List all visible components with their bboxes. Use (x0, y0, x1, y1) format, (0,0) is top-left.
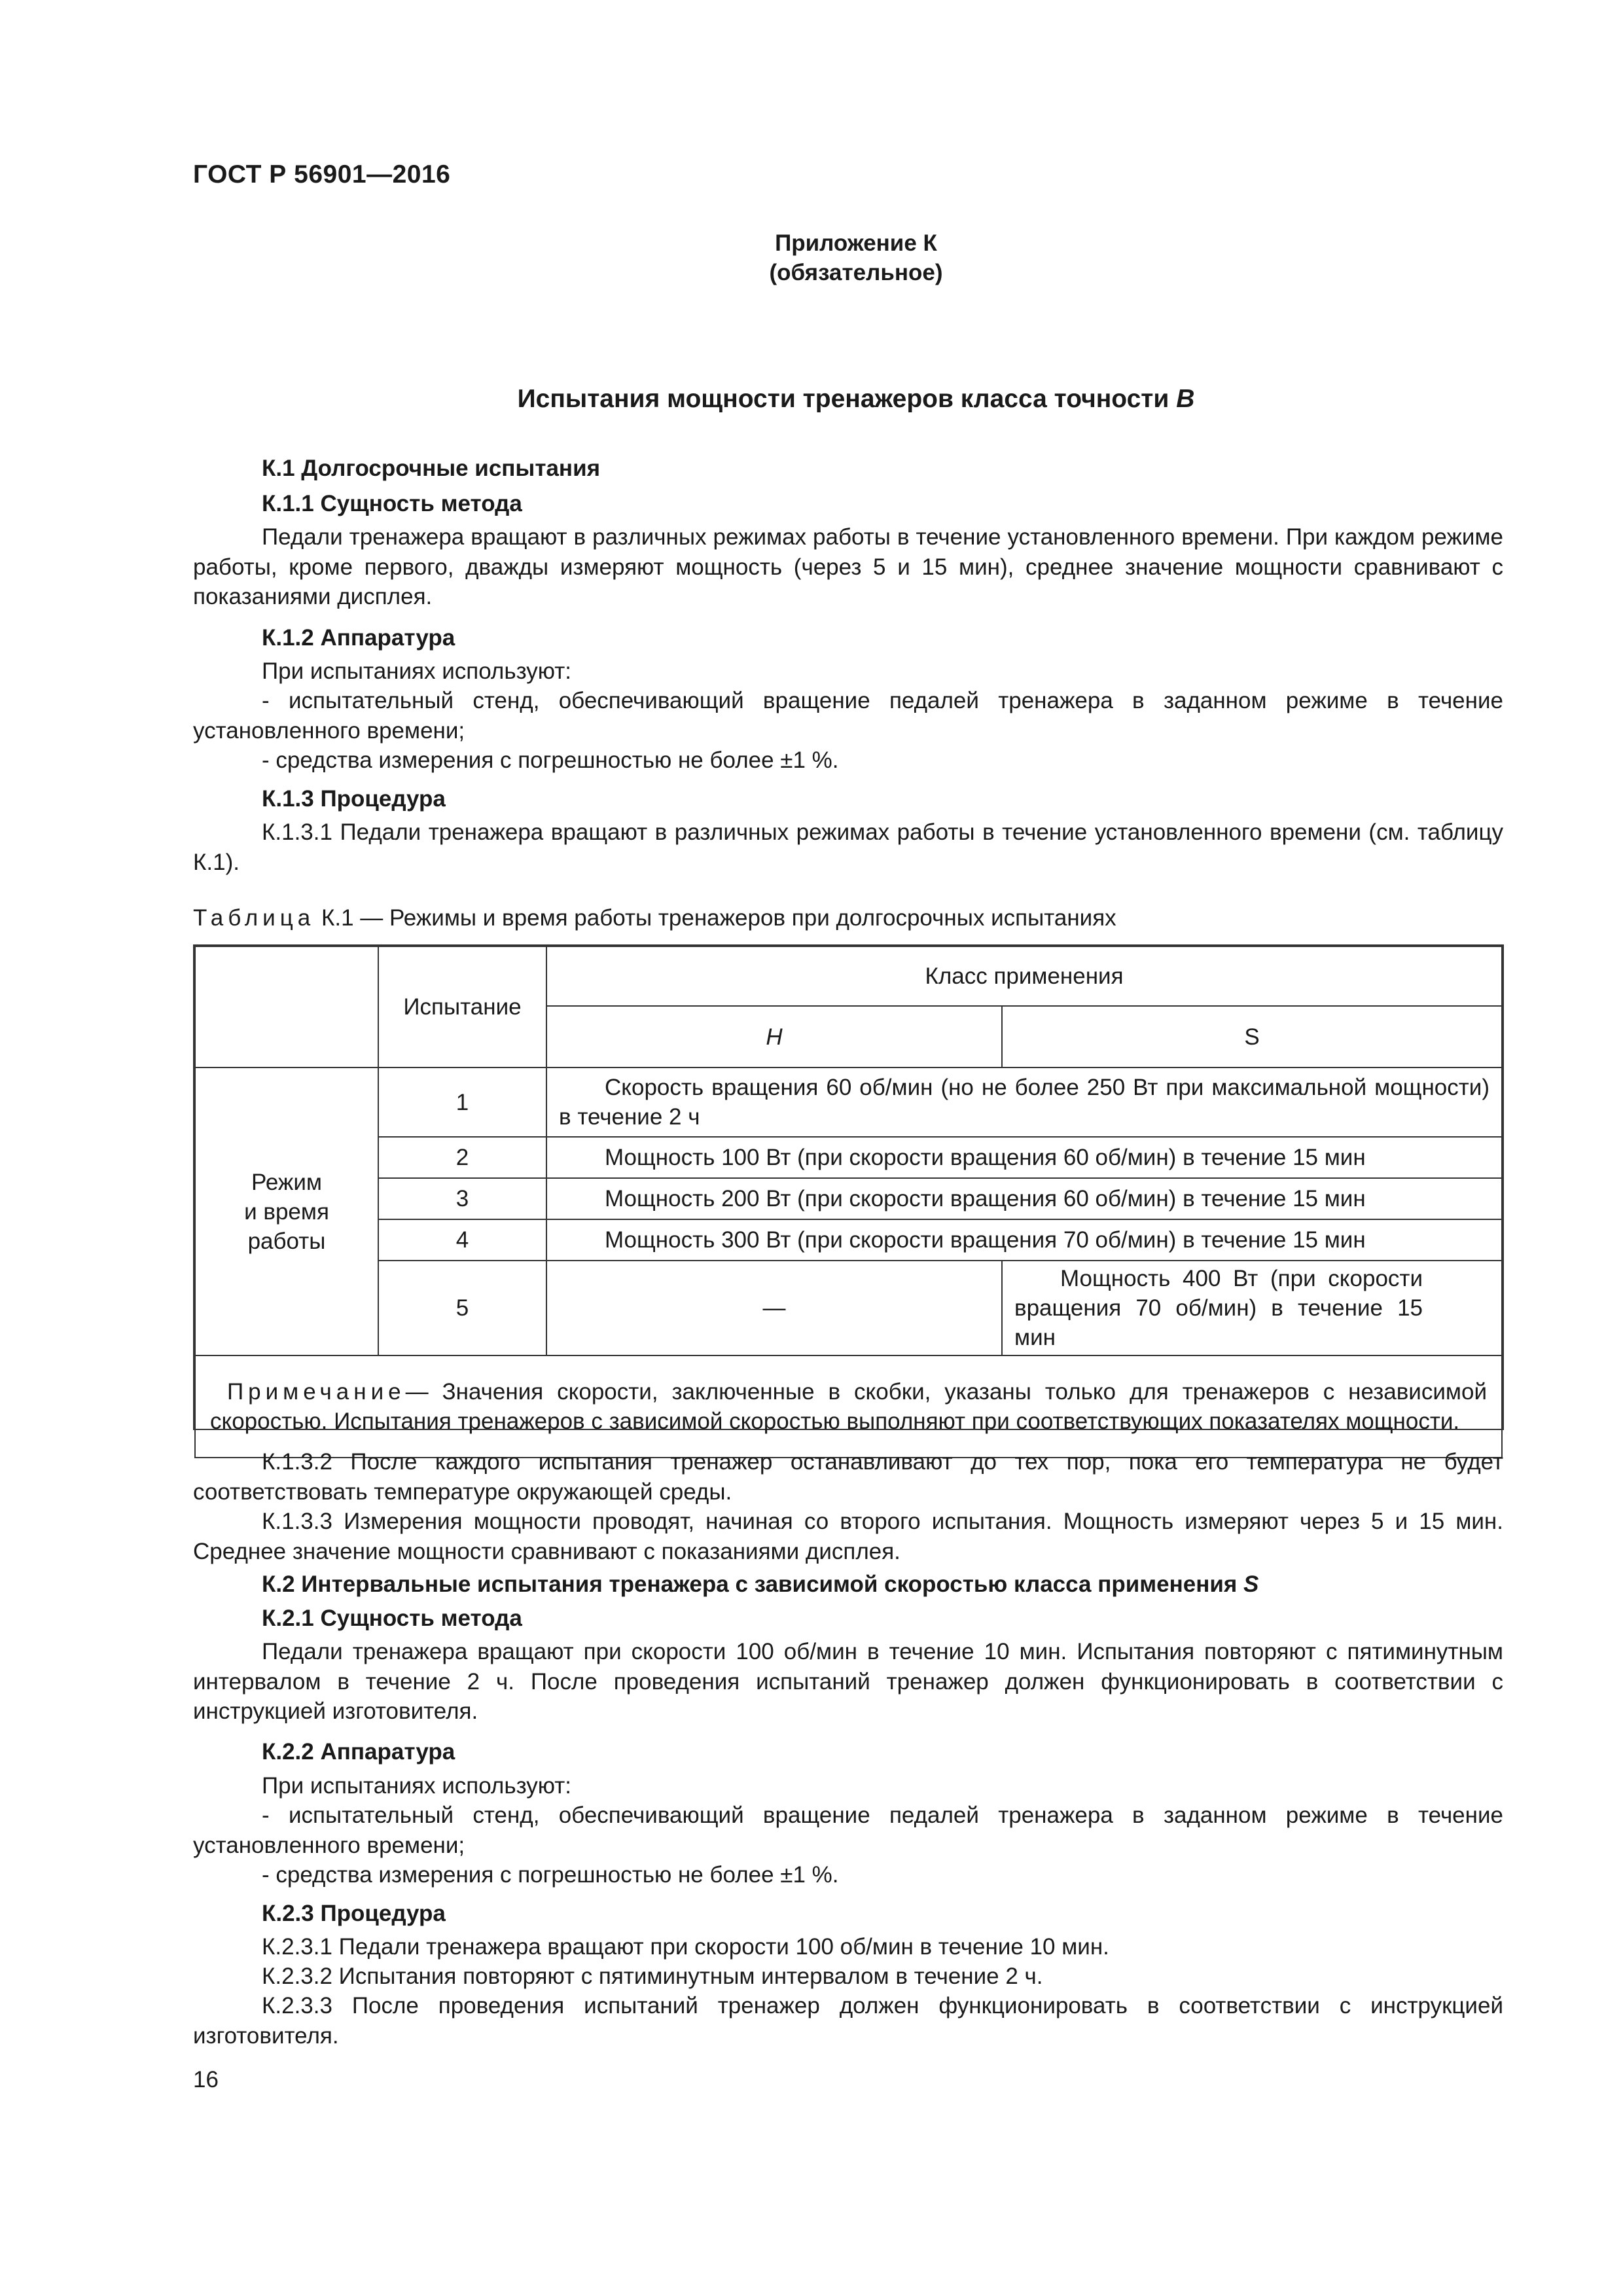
table-header-class: Класс применения (546, 946, 1502, 1006)
annex-title: Приложение К (775, 230, 937, 256)
section-k1-2-intro: При испытаниях используют: (262, 658, 571, 684)
table-caption-label: Таблица (193, 905, 315, 931)
table-cell-mode: Скорость вращения 60 об/мин (но не более 250 Вт при максимальной мощности) в течение 2 ч (546, 1067, 1502, 1137)
section-k1-1-text: Педали тренажера вращают в различных режимах работы в течение установленного времени. При каждом режиме работы, кроме первого, дважды измеряют мощность (через 5 и 15 мин), среднее значение мощности сравнивают с показаниями дисплея. (193, 524, 1503, 609)
document-code-header: ГОСТ Р 56901—2016 (193, 160, 451, 188)
section-k1-2-item-1: - испытательный стенд, обеспечивающий вращение педалей тренажера в заданном режиме в течение установленного времени; (193, 688, 1503, 744)
table-header-h: H (546, 1006, 1002, 1067)
table-caption-text: К.1 — Режимы и время работы тренажеров при долгосрочных испытаниях (315, 905, 1116, 931)
table-test-number: 1 (378, 1067, 546, 1137)
table-empty-corner (195, 946, 378, 1067)
table-note-label: Примечание (227, 1379, 406, 1405)
section-k1-1-heading: К.1.1 Сущность метода (262, 491, 522, 516)
section-k1-3-1-text: К.1.3.1 Педали тренажера вращают в различных режимах работы в течение установленного времени (см. таблицу К.1). (193, 819, 1503, 875)
table-row-label: Режим и время работы (195, 1067, 378, 1355)
table-cell-s-mode: Мощность 400 Вт (при скорости вращения 70 об/мин) в течение 15 мин (1002, 1261, 1502, 1355)
main-title (45, 385, 1623, 414)
table-test-number: 4 (378, 1219, 546, 1261)
table-k1 (193, 944, 1504, 1434)
section-k1-3-2-text: К.1.3.2 После каждого испытания тренажер останавливают до тех пор, пока его температура не будет соответствовать температуре окружающей среды. (193, 1449, 1503, 1505)
section-k2-2-item-1: - испытательный стенд, обеспечивающий вращение педалей тренажера в заданном режиме в течение установленного времени; (193, 1803, 1503, 1858)
table-cell-mode: Мощность 300 Вт (при скорости вращения 70 об/мин) в течение 15 мин (546, 1219, 1502, 1261)
section-k2-1-text: Педали тренажера вращают при скорости 100 об/мин в течение 10 мин. Испытания повторяют с пятиминутным интервалом в течение 2 ч. После проведения испытаний тренажер должен функционировать в соответствии с инструкцией изготовителя. (193, 1639, 1503, 1724)
section-k1-3-heading: К.1.3 Процедура (262, 786, 446, 812)
table-test-number: 5 (378, 1261, 546, 1355)
table-test-number: 3 (378, 1178, 546, 1219)
page-number: 16 (193, 2067, 219, 2092)
table-header-test: Испытание (378, 946, 546, 1067)
section-k2-class-letter: S (1243, 1571, 1259, 1597)
annex-status: (обязательное) (769, 260, 943, 285)
table-cell-mode: Мощность 100 Вт (при скорости вращения 60 об/мин) в течение 15 мин (546, 1137, 1502, 1178)
table-note (195, 1355, 1502, 1458)
section-k1-heading: К.1 Долгосрочные испытания (262, 456, 601, 481)
section-k2-heading-text: К.2 Интервальные испытания тренажера с зависимой скоростью класса применения (262, 1571, 1244, 1597)
section-k2-3-heading: К.2.3 Процедура (262, 1901, 446, 1926)
table-header-s: S (1002, 1006, 1502, 1067)
table-note-text: — Значения скорости, заключенные в скобки, указаны только для тренажеров с независимой скоростью. Испытания тренажеров с зависимой скоростью выполняют при соответствующих показателях мощности. (210, 1379, 1487, 1434)
section-k2-2-heading: К.2.2 Аппаратура (262, 1739, 455, 1765)
main-title-class-letter: B (1176, 385, 1195, 413)
section-k2-2-intro: При испытаниях используют: (262, 1773, 571, 1799)
table-cell-h-dash: — (546, 1261, 1002, 1355)
main-title-text: Испытания мощности тренажеров класса точности (517, 385, 1177, 413)
section-k1-3-3-text: К.1.3.3 Измерения мощности проводят, начиная со второго испытания. Мощность измеряют через 5 и 15 мин. Среднее значение мощности сравнивают с показаниями дисплея. (193, 1509, 1503, 1564)
section-k1-2-heading: К.1.2 Аппаратура (262, 625, 455, 651)
table-test-number: 2 (378, 1137, 546, 1178)
section-k1-2-item-2: - средства измерения с погрешностью не более ±1 %. (262, 747, 839, 773)
table-caption (193, 903, 1503, 933)
section-k2-3-3-text: К.2.3.3 После проведения испытаний тренажер должен функционировать в соответствии с инструкцией изготовителя. (193, 1993, 1503, 2049)
section-k2-heading (193, 1570, 1503, 1600)
section-k2-1-heading: К.2.1 Сущность метода (262, 1605, 522, 1631)
section-k2-3-1-text: К.2.3.1 Педали тренажера вращают при скорости 100 об/мин в течение 10 мин. (262, 1934, 1109, 1960)
section-k2-2-item-2: - средства измерения с погрешностью не более ±1 %. (262, 1862, 839, 1888)
table-cell-mode: Мощность 200 Вт (при скорости вращения 60 об/мин) в течение 15 мин (546, 1178, 1502, 1219)
section-k2-3-2-text: К.2.3.2 Испытания повторяют с пятиминутным интервалом в течение 2 ч. (262, 1964, 1043, 1989)
